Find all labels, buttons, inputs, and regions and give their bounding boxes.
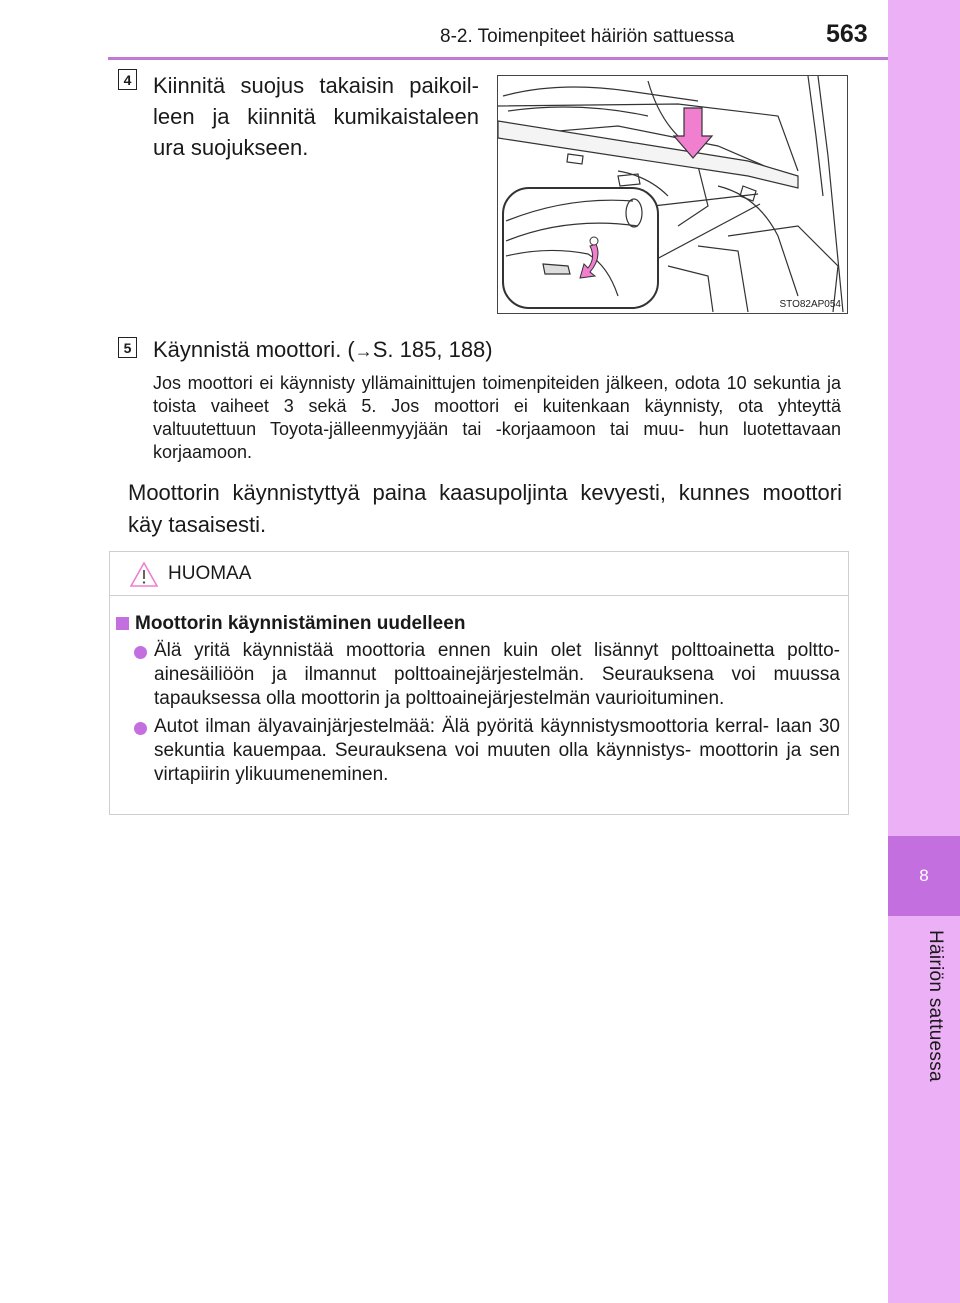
- bullet-dot-icon: [134, 646, 147, 659]
- chapter-number-tab[interactable]: 8: [888, 836, 960, 916]
- notice-header: [110, 552, 848, 596]
- notice-item: Älä yritä käynnistää moottoria ennen kuin olet lisännyt polttoainetta poltto- ainesäiliöön ja ilmannut polttoainejärjestelmän. Seurauksena voi muussa tapauksessa olla moottorin ja polttoainejärjestelmän vaurioituminen.: [154, 640, 840, 709]
- step-5-page-reference[interactable]: S. 185, 188): [372, 337, 493, 362]
- engine-bay-drawing: [498, 76, 848, 314]
- header-rule: [108, 57, 888, 60]
- page-reference-arrow-icon: →: [354, 341, 373, 361]
- illustration-code: STO82AP054: [779, 299, 841, 310]
- page-number: 563: [826, 20, 868, 48]
- notice-title: HUOMAA: [168, 563, 252, 584]
- step-5-paragraph: Jos moottori ei käynnisty yllämainittujen toimenpiteiden jälkeen, odota 10 sekuntia ja toista vaiheet 3 sekä 5. Jos moottori ei kuitenkaan käynnisty, ota yhteyttä valtuutettuun Toyota-jälleenmyyjään tai -korjaamoon tai muu- hun luotettavaan korjaamoon.: [153, 373, 841, 462]
- step-5-text-main: Käynnistä moottori. (: [153, 337, 355, 362]
- main-paragraph: Moottorin käynnistyttyä paina kaasupoljinta kevyesti, kunnes moottori käy tasaisesti.: [128, 480, 842, 537]
- side-tab: [888, 0, 960, 1303]
- bullet-dot-icon: [134, 722, 147, 735]
- step-4-text: Kiinnitä suojus takaisin paikoil- leen ja kiinnitä kumikaistaleen ura suojukseen.: [153, 73, 479, 160]
- notice-item: Autot ilman älyavainjärjestelmää: Älä pyöritä käynnistysmoottoria kerral- laan 30 sekuntia kauempaa. Seurauksena voi muuten olla käynnistys- moottorin ja sen virtapiirin ylikuumeneminen.: [154, 716, 840, 785]
- notice-subheading: [116, 613, 465, 635]
- warning-triangle-icon: [129, 561, 159, 588]
- square-bullet-icon: [116, 617, 129, 630]
- chapter-label: Häiriön sattuessa: [925, 930, 946, 1082]
- step-5-text: [153, 337, 493, 363]
- notice-box: [109, 551, 849, 815]
- engine-cover-illustration: [497, 75, 848, 314]
- header-title: 8-2. Toimenpiteet häiriön sattuessa: [440, 26, 735, 47]
- notice-subheading-text: Moottorin käynnistäminen uudelleen: [135, 613, 466, 634]
- step-4-badge: 4: [118, 69, 137, 90]
- step-5-badge: 5: [118, 337, 137, 358]
